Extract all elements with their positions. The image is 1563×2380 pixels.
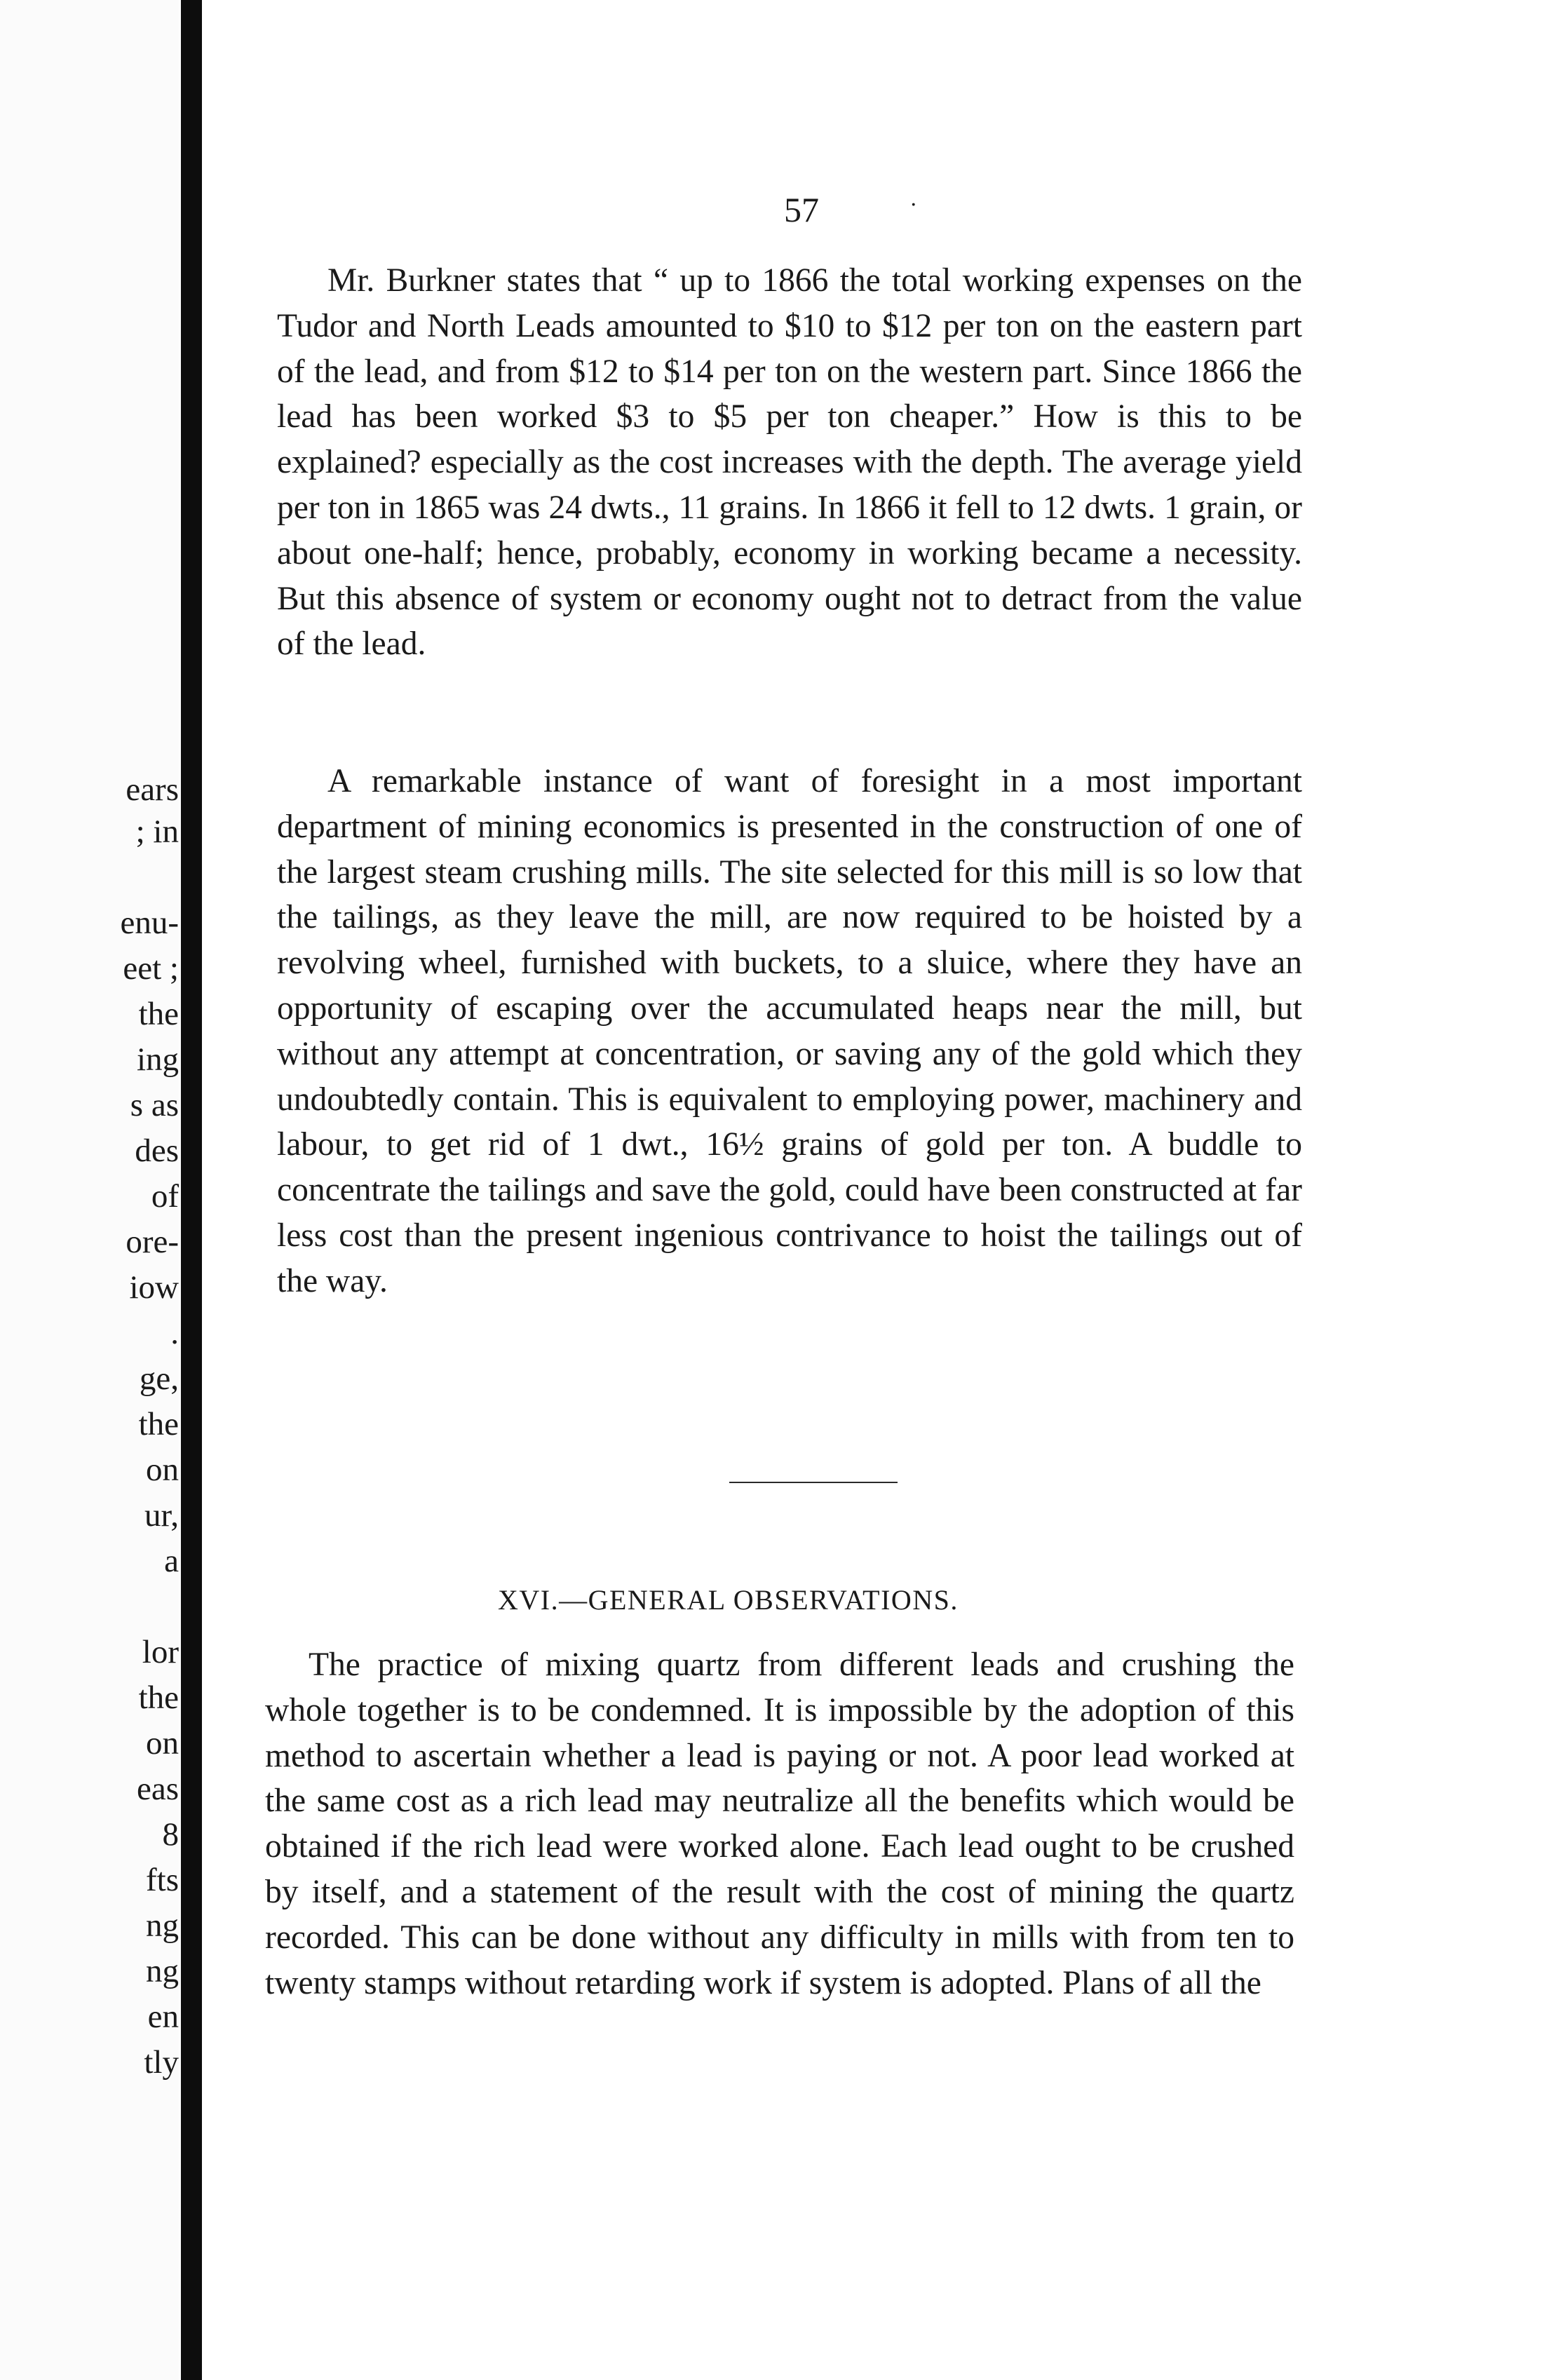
left-fragment: s as: [130, 1087, 179, 1123]
left-fragment: the: [138, 1406, 179, 1442]
paragraph-general-observations: The practice of mixing quartz from different leads and crushing the whole together is to be condemned. It is impossible by the adoption of this method to ascertain whether a lead is paying or not. A poor lead worked at the same cost as a rich lead may neutralize all the benefits which would be obtained if the rich lead were worked alone. Each lead ought to be crushed by itself, and a statement of the result with the cost of mining the quartz recorded. This can be done without any difficulty in mills with from ten to twenty stamps without retarding work if system is adopted. Plans of all the: [265, 1647, 1294, 2001]
left-fragment: on: [146, 1725, 179, 1762]
left-fragment: eas: [136, 1771, 179, 1807]
left-fragment: iow: [129, 1269, 179, 1306]
print-speck: ·: [910, 193, 917, 217]
left-fragment: tly: [144, 2044, 179, 2081]
left-fragment: eet ;: [123, 950, 179, 987]
left-fragment: ge,: [139, 1360, 179, 1397]
left-fragment: .: [170, 1315, 179, 1351]
left-fragment: ur,: [144, 1497, 179, 1534]
left-fragment: ore-: [126, 1224, 179, 1260]
left-fragment: ears: [126, 771, 179, 808]
section-divider: [729, 1482, 898, 1483]
left-page-edge: [0, 0, 179, 2380]
paragraph-burkner-costs: Mr. Burkner states that “ up to 1866 the total working expenses on the Tudor and North Leads amounted to $10 to $12 per ton on the eastern part of the lead, and from $12 to $14 per ton on the western part. Since 1866 the lead has been worked $3 to $5 per ton cheaper.” How is this to be explained? especially as the cost increases with the depth. The average yield per ton in 1865 was 24 dwts., 11 grains. In 1866 it fell to 12 dwts. 1 grain, or about one-half; hence, probably, economy in working became a necessity. But this absence of system or economy ought not to detract from the value of the lead.: [277, 262, 1302, 663]
page-number: 57: [784, 190, 819, 229]
left-fragment: ing: [136, 1041, 179, 1078]
left-fragment: enu-: [120, 905, 179, 941]
left-fragment: the: [138, 996, 179, 1032]
paragraph-crushing-mill: A remarkable instance of want of foresight in a most important department of mining economics is presented in the construction of one of the largest steam crushing mills. The site selected for this mill is so low that the tailings, as they leave the mill, are now required to be hoisted by a revolving wheel, furnished with buckets, to a sluice, where they have an opportunity of escaping over the accumulated heaps near the mill, but without any attempt at concentration, or saving any of the gold which they undoubtedly contain. This is equivalent to employing power, machinery and labour, to get rid of 1 dwt., 16½ grains of gold per ton. A buddle to concentrate the tailings and save the gold, could have been constructed at far less cost than the present ingenious contrivance to hoist the tailings out of the way.: [277, 763, 1302, 1299]
section-heading: XVI.—GENERAL OBSERVATIONS.: [498, 1584, 959, 1616]
left-fragment: of: [151, 1178, 179, 1215]
left-fragment: des: [135, 1132, 179, 1169]
left-fragment: en: [147, 1999, 179, 2035]
left-fragment: a: [164, 1543, 179, 1579]
book-gutter: [181, 0, 202, 2380]
left-fragment: fts: [146, 1862, 179, 1898]
left-fragment: the: [138, 1679, 179, 1716]
left-fragment: lor: [142, 1634, 179, 1670]
left-fragment: ng: [146, 1907, 179, 1944]
left-fragment: 8: [162, 1816, 179, 1853]
left-fragment: on: [146, 1452, 179, 1488]
left-fragment: ; in: [135, 813, 179, 850]
left-fragment: ng: [146, 1953, 179, 1989]
